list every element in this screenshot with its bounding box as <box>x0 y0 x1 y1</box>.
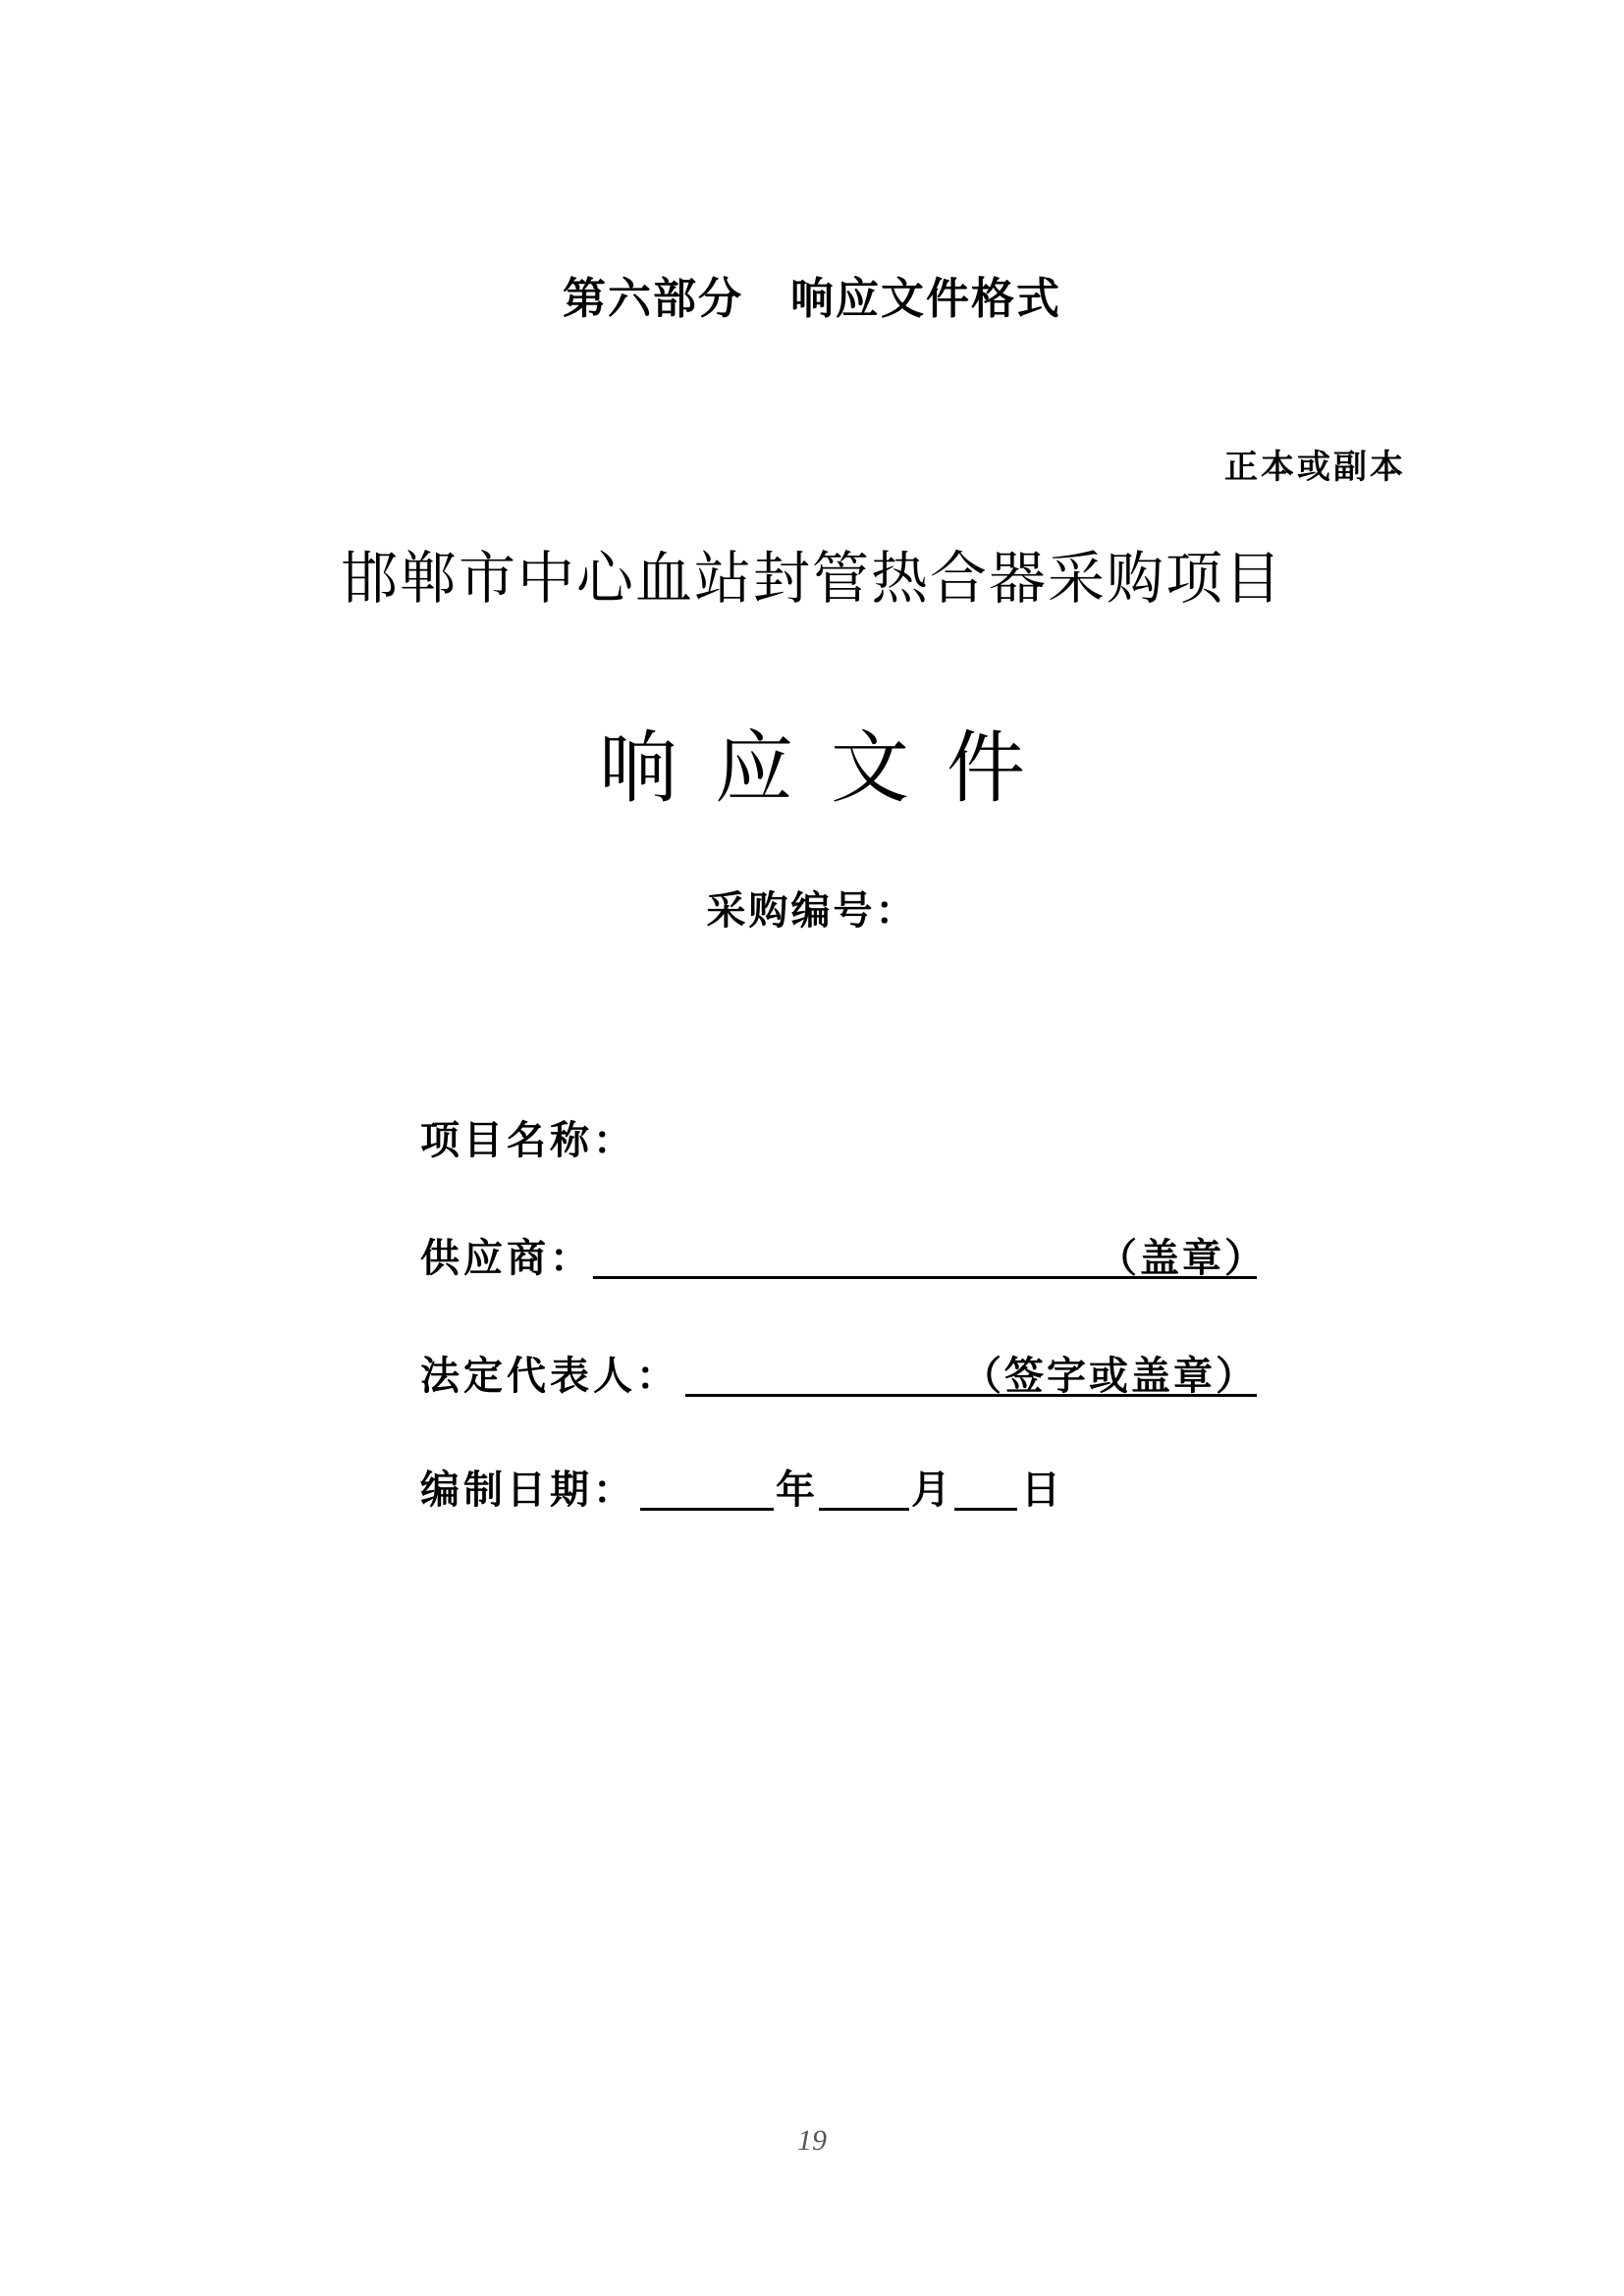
supplier-seal-note: （盖章） <box>1098 1236 1267 1281</box>
copy-mark: 正本或副本 <box>1224 448 1406 487</box>
document-title: 响应文件 <box>599 722 1062 814</box>
date-label: 编制日期： <box>420 1468 636 1513</box>
section-part: 第六部分 <box>563 274 743 324</box>
project-name-label: 项目名称： <box>420 1118 636 1163</box>
day-input-line[interactable] <box>954 1461 1017 1511</box>
year-label: 年 <box>776 1468 818 1513</box>
supplier-label: 供应商： <box>420 1236 593 1281</box>
day-label: 日 <box>1021 1468 1063 1513</box>
legal-representative-sign-note: （签字或盖章） <box>962 1354 1258 1399</box>
page-number: 19 <box>797 2124 827 2157</box>
month-label: 月 <box>911 1468 953 1513</box>
legal-representative-label: 法定代表人： <box>420 1354 679 1399</box>
procurement-number-label: 采购编号： <box>706 888 918 934</box>
year-input-line[interactable] <box>640 1461 774 1511</box>
month-input-line[interactable] <box>819 1461 909 1511</box>
project-title: 邯郸市中心血站封管热合器采购项目 <box>340 545 1283 612</box>
section-heading <box>0 263 1624 326</box>
section-title: 响应文件格式 <box>790 274 1061 324</box>
